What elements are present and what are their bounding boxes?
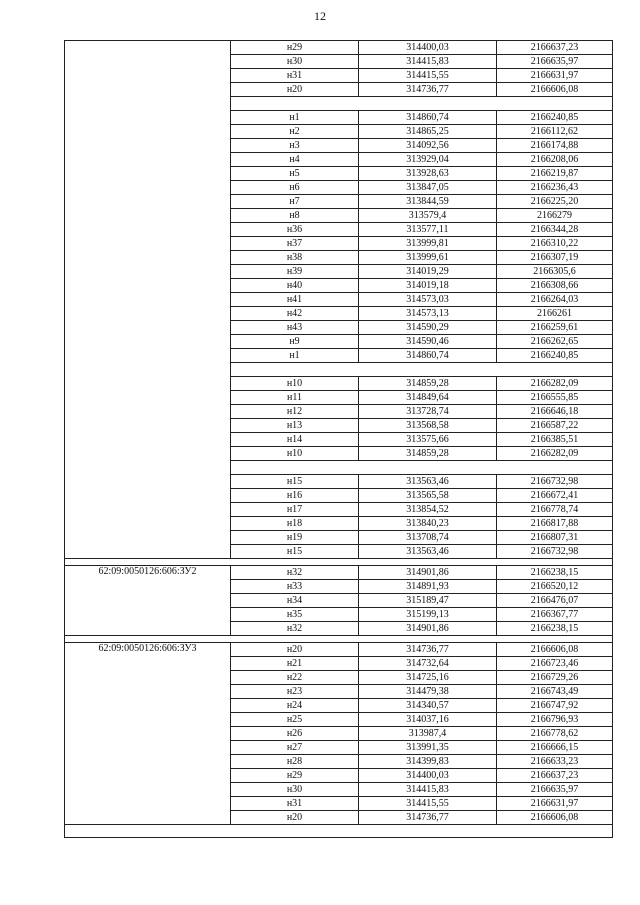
y-coordinate: 2166305,6: [497, 265, 613, 279]
x-coordinate: 314736,77: [359, 643, 497, 657]
point-label: н15: [231, 475, 359, 489]
point-label: н33: [231, 580, 359, 594]
x-coordinate: 314736,77: [359, 83, 497, 97]
y-coordinate: 2166307,19: [497, 251, 613, 265]
point-label: н36: [231, 223, 359, 237]
x-coordinate: 314092,56: [359, 139, 497, 153]
y-coordinate: 2166262,65: [497, 335, 613, 349]
y-coordinate: 2166555,85: [497, 391, 613, 405]
y-coordinate: 2166732,98: [497, 545, 613, 559]
point-label: н13: [231, 419, 359, 433]
empty-cell: [231, 97, 613, 111]
point-label: н22: [231, 671, 359, 685]
x-coordinate: 313854,52: [359, 503, 497, 517]
y-coordinate: 2166367,77: [497, 608, 613, 622]
y-coordinate: 2166729,26: [497, 671, 613, 685]
x-coordinate: 314019,18: [359, 279, 497, 293]
y-coordinate: 2166646,18: [497, 405, 613, 419]
y-coordinate: 2166637,23: [497, 41, 613, 55]
x-coordinate: 314479,38: [359, 685, 497, 699]
y-coordinate: 2166279: [497, 209, 613, 223]
y-coordinate: 2166238,15: [497, 566, 613, 580]
point-label: н1: [231, 349, 359, 363]
point-label: н43: [231, 321, 359, 335]
y-coordinate: 2166174,88: [497, 139, 613, 153]
point-label: н20: [231, 643, 359, 657]
y-coordinate: 2166259,61: [497, 321, 613, 335]
y-coordinate: 2166747,92: [497, 699, 613, 713]
coordinates-table-body: [65, 41, 613, 838]
point-label: н7: [231, 195, 359, 209]
x-coordinate: 314037,16: [359, 713, 497, 727]
point-label: н28: [231, 755, 359, 769]
x-coordinate: 314340,57: [359, 699, 497, 713]
point-label: н6: [231, 181, 359, 195]
x-coordinate: 314415,55: [359, 69, 497, 83]
x-coordinate: 314400,03: [359, 41, 497, 55]
y-coordinate: 2166778,62: [497, 727, 613, 741]
x-coordinate: 313563,46: [359, 545, 497, 559]
point-label: н40: [231, 279, 359, 293]
y-coordinate: 2166308,66: [497, 279, 613, 293]
x-coordinate: 313840,23: [359, 517, 497, 531]
y-coordinate: 2166282,09: [497, 377, 613, 391]
y-coordinate: 2166723,46: [497, 657, 613, 671]
y-coordinate: 2166817,88: [497, 517, 613, 531]
y-coordinate: 2166635,97: [497, 55, 613, 69]
x-coordinate: 313577,11: [359, 223, 497, 237]
y-coordinate: 2166344,28: [497, 223, 613, 237]
empty-cell: [65, 636, 613, 643]
x-coordinate: 314849,64: [359, 391, 497, 405]
parcel-cadastral-number: 62:09:0050126:606:ЗУ2: [65, 566, 231, 636]
x-coordinate: 313575,66: [359, 433, 497, 447]
x-coordinate: 313565,58: [359, 489, 497, 503]
point-label: н32: [231, 566, 359, 580]
point-label: н5: [231, 167, 359, 181]
point-label: н17: [231, 503, 359, 517]
section-separator-row: [65, 559, 613, 566]
point-label: н25: [231, 713, 359, 727]
point-label: н12: [231, 405, 359, 419]
x-coordinate: 313999,81: [359, 237, 497, 251]
y-coordinate: 2166219,87: [497, 167, 613, 181]
point-label: н30: [231, 55, 359, 69]
point-label: н39: [231, 265, 359, 279]
x-coordinate: 313579,4: [359, 209, 497, 223]
y-coordinate: 2166225,20: [497, 195, 613, 209]
point-label: н14: [231, 433, 359, 447]
x-coordinate: 314901,86: [359, 566, 497, 580]
x-coordinate: 313844,59: [359, 195, 497, 209]
y-coordinate: 2166743,49: [497, 685, 613, 699]
x-coordinate: 313728,74: [359, 405, 497, 419]
point-label: н20: [231, 83, 359, 97]
y-coordinate: 2166240,85: [497, 349, 613, 363]
y-coordinate: 2166631,97: [497, 69, 613, 83]
x-coordinate: 314725,16: [359, 671, 497, 685]
point-label: н30: [231, 783, 359, 797]
point-label: н38: [231, 251, 359, 265]
coordinate-row: [65, 566, 613, 580]
x-coordinate: 314891,93: [359, 580, 497, 594]
x-coordinate: 313847,05: [359, 181, 497, 195]
y-coordinate: 2166310,22: [497, 237, 613, 251]
coordinates-table: [64, 40, 613, 838]
y-coordinate: 2166606,08: [497, 811, 613, 825]
x-coordinate: 314415,55: [359, 797, 497, 811]
point-label: н2: [231, 125, 359, 139]
x-coordinate: 314590,29: [359, 321, 497, 335]
point-label: н27: [231, 741, 359, 755]
y-coordinate: 2166236,43: [497, 181, 613, 195]
coordinate-row: [65, 643, 613, 657]
y-coordinate: 2166633,23: [497, 755, 613, 769]
parcel-cadastral-number: 62:09:0050126:606:ЗУ3: [65, 643, 231, 825]
y-coordinate: 2166240,85: [497, 111, 613, 125]
coordinate-row: [65, 41, 613, 55]
x-coordinate: 314860,74: [359, 349, 497, 363]
y-coordinate: 2166520,12: [497, 580, 613, 594]
point-label: н19: [231, 531, 359, 545]
point-label: н15: [231, 545, 359, 559]
x-coordinate: 314415,83: [359, 783, 497, 797]
point-label: н16: [231, 489, 359, 503]
y-coordinate: 2166112,62: [497, 125, 613, 139]
x-coordinate: 314019,29: [359, 265, 497, 279]
x-coordinate: 315199,13: [359, 608, 497, 622]
point-label: н8: [231, 209, 359, 223]
section-separator-row: [65, 825, 613, 838]
y-coordinate: 2166476,07: [497, 594, 613, 608]
y-coordinate: 2166672,41: [497, 489, 613, 503]
empty-cell: [65, 825, 613, 838]
y-coordinate: 2166807,31: [497, 531, 613, 545]
point-label: н42: [231, 307, 359, 321]
x-coordinate: 314415,83: [359, 55, 497, 69]
y-coordinate: 2166606,08: [497, 83, 613, 97]
x-coordinate: 314732,64: [359, 657, 497, 671]
x-coordinate: 313708,74: [359, 531, 497, 545]
y-coordinate: 2166606,08: [497, 643, 613, 657]
x-coordinate: 314865,25: [359, 125, 497, 139]
x-coordinate: 313568,58: [359, 419, 497, 433]
point-label: н31: [231, 797, 359, 811]
x-coordinate: 314399,83: [359, 755, 497, 769]
y-coordinate: 2166264,03: [497, 293, 613, 307]
x-coordinate: 313928,63: [359, 167, 497, 181]
point-label: н34: [231, 594, 359, 608]
y-coordinate: 2166282,09: [497, 447, 613, 461]
x-coordinate: 313991,35: [359, 741, 497, 755]
x-coordinate: 314901,86: [359, 622, 497, 636]
page-number: 12: [314, 9, 326, 23]
x-coordinate: 313999,61: [359, 251, 497, 265]
x-coordinate: 314573,13: [359, 307, 497, 321]
empty-cell: [65, 559, 613, 566]
point-label: н32: [231, 622, 359, 636]
x-coordinate: 314573,03: [359, 293, 497, 307]
y-coordinate: 2166796,93: [497, 713, 613, 727]
y-coordinate: 2166208,06: [497, 153, 613, 167]
y-coordinate: 2166732,98: [497, 475, 613, 489]
y-coordinate: 2166587,22: [497, 419, 613, 433]
point-label: н26: [231, 727, 359, 741]
point-label: н24: [231, 699, 359, 713]
x-coordinate: 314860,74: [359, 111, 497, 125]
parcel-cadastral-number: [65, 41, 231, 559]
y-coordinate: 2166778,74: [497, 503, 613, 517]
point-label: н3: [231, 139, 359, 153]
x-coordinate: 313987,4: [359, 727, 497, 741]
y-coordinate: 2166637,23: [497, 769, 613, 783]
empty-cell: [231, 461, 613, 475]
point-label: н10: [231, 447, 359, 461]
point-label: н35: [231, 608, 359, 622]
point-label: н20: [231, 811, 359, 825]
x-coordinate: 315189,47: [359, 594, 497, 608]
point-label: н37: [231, 237, 359, 251]
section-separator-row: [65, 636, 613, 643]
x-coordinate: 313563,46: [359, 475, 497, 489]
y-coordinate: 2166631,97: [497, 797, 613, 811]
x-coordinate: 314736,77: [359, 811, 497, 825]
x-coordinate: 314590,46: [359, 335, 497, 349]
point-label: н18: [231, 517, 359, 531]
y-coordinate: 2166261: [497, 307, 613, 321]
x-coordinate: 314859,28: [359, 447, 497, 461]
point-label: н4: [231, 153, 359, 167]
x-coordinate: 313929,04: [359, 153, 497, 167]
x-coordinate: 314859,28: [359, 377, 497, 391]
point-label: н29: [231, 41, 359, 55]
point-label: н9: [231, 335, 359, 349]
point-label: н41: [231, 293, 359, 307]
y-coordinate: 2166635,97: [497, 783, 613, 797]
point-label: н29: [231, 769, 359, 783]
empty-cell: [231, 363, 613, 377]
x-coordinate: 314400,03: [359, 769, 497, 783]
point-label: н11: [231, 391, 359, 405]
point-label: н23: [231, 685, 359, 699]
point-label: н10: [231, 377, 359, 391]
y-coordinate: 2166666,15: [497, 741, 613, 755]
point-label: н1: [231, 111, 359, 125]
point-label: н31: [231, 69, 359, 83]
y-coordinate: 2166385,51: [497, 433, 613, 447]
y-coordinate: 2166238,15: [497, 622, 613, 636]
point-label: н21: [231, 657, 359, 671]
